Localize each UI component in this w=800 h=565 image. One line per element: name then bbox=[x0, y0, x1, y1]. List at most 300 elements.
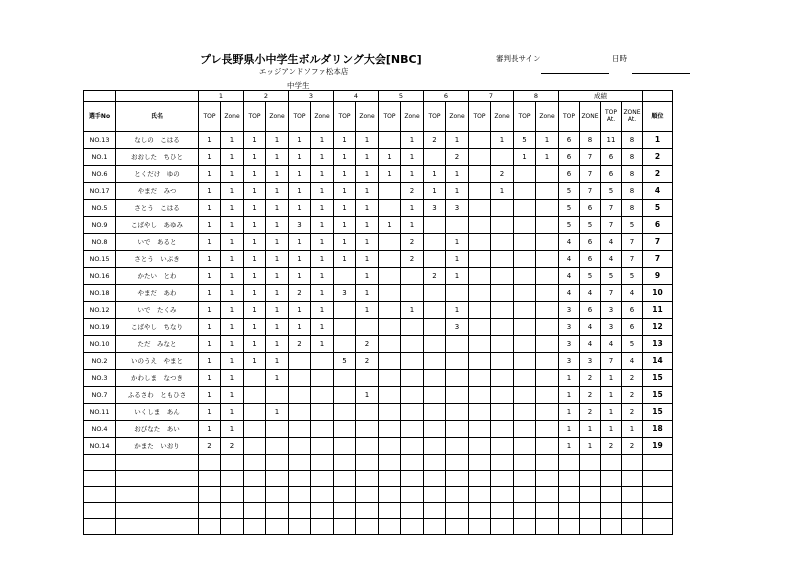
zone-attempt-cell bbox=[491, 302, 514, 319]
zone-attempt-cell: 1 bbox=[356, 200, 379, 217]
result-top-cell: 1 bbox=[559, 421, 580, 438]
top-attempt-cell bbox=[379, 370, 401, 387]
empty-cell bbox=[244, 503, 266, 519]
top-attempt-cell bbox=[244, 421, 266, 438]
zone-attempt-cell: 2 bbox=[401, 183, 424, 200]
empty-cell bbox=[643, 455, 673, 471]
result-zone-attempts-cell: 4 bbox=[622, 285, 643, 302]
player-name-cell: かまた いおり bbox=[116, 438, 199, 455]
empty-cell bbox=[601, 471, 622, 487]
top-attempt-cell: 1 bbox=[289, 268, 311, 285]
zone-attempt-cell: 1 bbox=[311, 234, 334, 251]
top-attempt-cell bbox=[379, 183, 401, 200]
zone-attempt-cell: 1 bbox=[221, 200, 244, 217]
top-attempt-cell: 1 bbox=[289, 183, 311, 200]
top-attempt-cell: 1 bbox=[334, 200, 356, 217]
result-zone-cell: 7 bbox=[580, 183, 601, 200]
results-group-header: 成績 bbox=[559, 91, 643, 102]
zone-attempt-cell: 1 bbox=[401, 217, 424, 234]
empty-row bbox=[84, 503, 673, 519]
result-zone-attempts-cell: 7 bbox=[622, 251, 643, 268]
player-no-cell: NO.8 bbox=[84, 234, 116, 251]
zone-attempt-cell: 1 bbox=[446, 183, 469, 200]
top-attempt-cell: 1 bbox=[244, 200, 266, 217]
top-attempt-cell bbox=[379, 200, 401, 217]
top-attempt-cell bbox=[424, 353, 446, 370]
zone-attempt-cell: 1 bbox=[356, 251, 379, 268]
zone-attempt-cell: 1 bbox=[311, 251, 334, 268]
zone-attempt-cell bbox=[401, 353, 424, 370]
result-top-cell: 3 bbox=[559, 336, 580, 353]
result-top-attempts-cell: 5 bbox=[601, 268, 622, 285]
top-attempt-cell bbox=[469, 353, 491, 370]
empty-cell bbox=[469, 503, 491, 519]
empty-cell bbox=[84, 471, 116, 487]
top-attempt-cell bbox=[469, 421, 491, 438]
top-attempt-cell bbox=[289, 404, 311, 421]
top-attempt-cell: 1 bbox=[289, 319, 311, 336]
empty-cell bbox=[559, 503, 580, 519]
top-attempt-cell: 1 bbox=[244, 234, 266, 251]
zone-attempt-cell bbox=[536, 336, 559, 353]
rank-cell: 7 bbox=[643, 251, 673, 268]
result-zone-attempts-cell: 8 bbox=[622, 149, 643, 166]
empty-cell bbox=[221, 471, 244, 487]
result-top-cell: 1 bbox=[559, 387, 580, 404]
result-top-cell: 5 bbox=[559, 200, 580, 217]
result-top-attempts-cell: 1 bbox=[601, 387, 622, 404]
result-top-cell: 6 bbox=[559, 166, 580, 183]
zone-attempt-cell bbox=[401, 438, 424, 455]
top-attempt-cell bbox=[334, 387, 356, 404]
zone-attempt-cell bbox=[536, 421, 559, 438]
result-top-attempts-cell: 4 bbox=[601, 234, 622, 251]
table-row bbox=[84, 217, 673, 234]
top-attempt-cell bbox=[514, 387, 536, 404]
top-attempt-cell bbox=[514, 268, 536, 285]
zone-attempt-cell: 1 bbox=[266, 319, 289, 336]
zone-attempt-cell bbox=[266, 387, 289, 404]
top-header: TOP bbox=[244, 102, 266, 132]
player-no-cell: NO.17 bbox=[84, 183, 116, 200]
zone-attempt-cell bbox=[536, 166, 559, 183]
empty-cell bbox=[601, 455, 622, 471]
zone-attempt-cell: 1 bbox=[491, 183, 514, 200]
empty-cell bbox=[221, 503, 244, 519]
result-zone-attempts-cell: 5 bbox=[622, 336, 643, 353]
result-zone-cell: 2 bbox=[580, 370, 601, 387]
zone-attempt-cell: 2 bbox=[356, 353, 379, 370]
round-number: 7 bbox=[469, 91, 514, 102]
zone-header: Zone bbox=[401, 102, 424, 132]
top-header: TOP bbox=[199, 102, 221, 132]
top-attempt-cell bbox=[469, 251, 491, 268]
empty-cell bbox=[491, 519, 514, 535]
top-attempt-cell bbox=[469, 319, 491, 336]
zone-attempt-cell bbox=[311, 438, 334, 455]
empty-cell bbox=[514, 487, 536, 503]
name-header: 氏名 bbox=[116, 102, 199, 132]
top-attempt-cell bbox=[514, 302, 536, 319]
top-attempt-cell: 1 bbox=[244, 251, 266, 268]
top-attempt-cell bbox=[424, 370, 446, 387]
result-zone-cell: 2 bbox=[580, 404, 601, 421]
top-attempt-cell bbox=[514, 438, 536, 455]
zone-header: Zone bbox=[311, 102, 334, 132]
player-no-cell: NO.18 bbox=[84, 285, 116, 302]
zone-attempt-cell: 1 bbox=[401, 132, 424, 149]
zone-attempt-cell bbox=[491, 387, 514, 404]
empty-cell bbox=[356, 471, 379, 487]
top-attempt-cell bbox=[289, 438, 311, 455]
top-attempt-cell bbox=[424, 438, 446, 455]
zone-attempt-cell: 1 bbox=[221, 268, 244, 285]
result-zone-cell: 4 bbox=[580, 319, 601, 336]
top-attempt-cell bbox=[469, 302, 491, 319]
result-zone-attempts-cell: 8 bbox=[622, 132, 643, 149]
top-attempt-cell bbox=[469, 183, 491, 200]
zone-attempt-cell bbox=[401, 336, 424, 353]
table-row bbox=[84, 285, 673, 302]
result-zone-cell: 1 bbox=[580, 421, 601, 438]
zone-attempt-cell: 1 bbox=[356, 217, 379, 234]
player-name-cell: いで あると bbox=[116, 234, 199, 251]
empty-cell bbox=[424, 471, 446, 487]
result-zone-cell: 5 bbox=[580, 268, 601, 285]
result-zone-cell: 6 bbox=[580, 251, 601, 268]
top-attempt-cell bbox=[424, 285, 446, 302]
top-attempt-cell bbox=[334, 438, 356, 455]
venue-name: エッジアンドソファ松本店 bbox=[259, 67, 349, 76]
zone-attempt-cell bbox=[536, 404, 559, 421]
empty-cell bbox=[289, 471, 311, 487]
top-attempt-cell: 1 bbox=[244, 132, 266, 149]
top-attempt-cell: 1 bbox=[199, 285, 221, 302]
table-row bbox=[84, 200, 673, 217]
top-attempt-cell bbox=[514, 370, 536, 387]
empty-cell bbox=[446, 487, 469, 503]
top-attempt-cell: 1 bbox=[199, 132, 221, 149]
results-table bbox=[83, 90, 673, 535]
top-header: TOP bbox=[289, 102, 311, 132]
top-attempt-cell: 1 bbox=[244, 217, 266, 234]
result-zone-cell: 3 bbox=[580, 353, 601, 370]
top-attempt-cell bbox=[469, 404, 491, 421]
empty-cell bbox=[289, 503, 311, 519]
zone-header: Zone bbox=[221, 102, 244, 132]
top-attempt-cell bbox=[424, 251, 446, 268]
zone-attempt-cell: 2 bbox=[221, 438, 244, 455]
empty-cell bbox=[84, 487, 116, 503]
rank-cell: 10 bbox=[643, 285, 673, 302]
result-zone-header: ZONE bbox=[580, 102, 601, 132]
zone-attempt-cell: 1 bbox=[266, 404, 289, 421]
empty-cell bbox=[116, 487, 199, 503]
rank-cell: 2 bbox=[643, 149, 673, 166]
result-top-attempts-cell: 1 bbox=[601, 421, 622, 438]
top-attempt-cell: 2 bbox=[289, 336, 311, 353]
zone-attempt-cell: 1 bbox=[536, 132, 559, 149]
top-attempt-cell bbox=[334, 370, 356, 387]
zone-attempt-cell bbox=[311, 353, 334, 370]
top-attempt-cell: 1 bbox=[289, 200, 311, 217]
round-number: 5 bbox=[379, 91, 424, 102]
empty-cell bbox=[601, 487, 622, 503]
table-row bbox=[84, 183, 673, 200]
top-attempt-cell: 1 bbox=[334, 234, 356, 251]
zone-attempt-cell: 1 bbox=[311, 149, 334, 166]
top-attempt-cell: 1 bbox=[199, 336, 221, 353]
top-attempt-cell bbox=[244, 404, 266, 421]
player-name-cell: おおした ちひと bbox=[116, 149, 199, 166]
empty-cell bbox=[580, 471, 601, 487]
top-attempt-cell: 1 bbox=[514, 149, 536, 166]
empty-row bbox=[84, 487, 673, 503]
zone-attempt-cell: 1 bbox=[266, 149, 289, 166]
top-attempt-cell: 5 bbox=[514, 132, 536, 149]
zone-attempt-cell: 1 bbox=[446, 268, 469, 285]
empty-cell bbox=[424, 455, 446, 471]
zone-attempt-cell: 1 bbox=[221, 251, 244, 268]
table-row bbox=[84, 438, 673, 455]
result-zone-cell: 6 bbox=[580, 200, 601, 217]
player-name-cell: さとう こはる bbox=[116, 200, 199, 217]
zone-attempt-cell bbox=[266, 421, 289, 438]
empty-cell bbox=[622, 487, 643, 503]
round-number: 1 bbox=[199, 91, 244, 102]
player-name-cell: やまだ あわ bbox=[116, 285, 199, 302]
player-no-cell: NO.10 bbox=[84, 336, 116, 353]
zone-attempt-cell bbox=[536, 234, 559, 251]
judge-sign-label: 審判長サイン bbox=[496, 54, 541, 63]
zone-attempt-cell bbox=[401, 319, 424, 336]
result-top-attempts-cell: 6 bbox=[601, 149, 622, 166]
result-zone-attempts-cell: 1 bbox=[622, 421, 643, 438]
empty-cell bbox=[334, 487, 356, 503]
top-attempt-cell bbox=[514, 166, 536, 183]
result-top-attempts-cell: 7 bbox=[601, 285, 622, 302]
top-attempt-cell: 2 bbox=[199, 438, 221, 455]
zone-attempt-cell: 1 bbox=[356, 149, 379, 166]
zone-attempt-cell: 1 bbox=[356, 268, 379, 285]
empty-cell bbox=[559, 487, 580, 503]
zone-attempt-cell: 1 bbox=[266, 336, 289, 353]
top-attempt-cell: 1 bbox=[334, 217, 356, 234]
empty-cell bbox=[401, 471, 424, 487]
empty-cell bbox=[514, 503, 536, 519]
zone-attempt-cell: 2 bbox=[446, 149, 469, 166]
zone-attempt-cell bbox=[491, 353, 514, 370]
empty-cell bbox=[622, 503, 643, 519]
top-attempt-cell bbox=[469, 268, 491, 285]
top-attempt-cell: 1 bbox=[334, 166, 356, 183]
zone-attempt-cell bbox=[446, 353, 469, 370]
top-attempt-cell bbox=[379, 285, 401, 302]
zone-attempt-cell: 2 bbox=[491, 166, 514, 183]
result-top-attempts-header: TOP At. bbox=[601, 102, 622, 132]
rank-cell: 1 bbox=[643, 132, 673, 149]
top-attempt-cell: 1 bbox=[244, 336, 266, 353]
result-zone-attempts-cell: 8 bbox=[622, 200, 643, 217]
zone-attempt-cell bbox=[491, 319, 514, 336]
zone-attempt-cell: 1 bbox=[266, 370, 289, 387]
zone-header: Zone bbox=[491, 102, 514, 132]
rank-cell: 18 bbox=[643, 421, 673, 438]
rank-cell: 9 bbox=[643, 268, 673, 285]
table-row bbox=[84, 251, 673, 268]
zone-attempt-cell bbox=[536, 251, 559, 268]
empty-cell bbox=[244, 487, 266, 503]
zone-attempt-cell: 1 bbox=[491, 132, 514, 149]
zone-attempt-cell: 1 bbox=[266, 234, 289, 251]
zone-attempt-cell bbox=[446, 438, 469, 455]
top-attempt-cell: 1 bbox=[289, 302, 311, 319]
empty-cell bbox=[446, 455, 469, 471]
empty-cell bbox=[580, 503, 601, 519]
top-attempt-cell: 1 bbox=[199, 234, 221, 251]
zone-attempt-cell: 1 bbox=[266, 132, 289, 149]
empty-cell bbox=[266, 519, 289, 535]
empty-cell bbox=[199, 503, 221, 519]
top-attempt-cell bbox=[379, 336, 401, 353]
top-attempt-cell: 1 bbox=[199, 200, 221, 217]
zone-attempt-cell bbox=[446, 387, 469, 404]
top-attempt-cell bbox=[289, 353, 311, 370]
top-attempt-cell bbox=[244, 370, 266, 387]
result-top-attempts-cell: 3 bbox=[601, 302, 622, 319]
top-attempt-cell: 1 bbox=[244, 149, 266, 166]
player-no-cell: NO.1 bbox=[84, 149, 116, 166]
result-zone-cell: 5 bbox=[580, 217, 601, 234]
top-attempt-cell bbox=[334, 404, 356, 421]
result-zone-cell: 6 bbox=[580, 302, 601, 319]
zone-attempt-cell: 1 bbox=[311, 166, 334, 183]
empty-cell bbox=[221, 487, 244, 503]
player-no-cell: NO.2 bbox=[84, 353, 116, 370]
zone-attempt-cell: 1 bbox=[401, 302, 424, 319]
empty-cell bbox=[424, 519, 446, 535]
top-attempt-cell: 1 bbox=[199, 319, 221, 336]
zone-attempt-cell bbox=[356, 438, 379, 455]
top-attempt-cell bbox=[514, 183, 536, 200]
empty-cell bbox=[580, 455, 601, 471]
empty-cell bbox=[643, 487, 673, 503]
round-number: 6 bbox=[424, 91, 469, 102]
result-top-attempts-cell: 4 bbox=[601, 251, 622, 268]
top-attempt-cell bbox=[514, 285, 536, 302]
result-zone-attempts-cell: 2 bbox=[622, 404, 643, 421]
player-name-cell: ただ みなと bbox=[116, 336, 199, 353]
result-zone-attempts-cell: 8 bbox=[622, 166, 643, 183]
empty-cell bbox=[559, 471, 580, 487]
empty-cell bbox=[580, 519, 601, 535]
top-attempt-cell bbox=[289, 387, 311, 404]
zone-attempt-cell bbox=[356, 404, 379, 421]
empty-cell bbox=[446, 503, 469, 519]
top-attempt-cell bbox=[469, 438, 491, 455]
zone-attempt-cell: 1 bbox=[221, 285, 244, 302]
table-row bbox=[84, 421, 673, 438]
zone-attempt-cell: 1 bbox=[356, 285, 379, 302]
top-attempt-cell bbox=[424, 421, 446, 438]
zone-attempt-cell: 1 bbox=[266, 285, 289, 302]
zone-attempt-cell: 1 bbox=[401, 149, 424, 166]
empty-cell bbox=[401, 519, 424, 535]
zone-header: Zone bbox=[536, 102, 559, 132]
zone-attempt-cell: 1 bbox=[311, 268, 334, 285]
result-top-cell: 4 bbox=[559, 234, 580, 251]
zone-attempt-cell: 1 bbox=[266, 268, 289, 285]
empty-cell bbox=[199, 519, 221, 535]
top-attempt-cell bbox=[379, 234, 401, 251]
player-name-cell: いのうえ やまと bbox=[116, 353, 199, 370]
top-attempt-cell bbox=[379, 421, 401, 438]
top-attempt-cell: 1 bbox=[199, 370, 221, 387]
zone-attempt-cell bbox=[311, 404, 334, 421]
table-row bbox=[84, 149, 673, 166]
top-attempt-cell bbox=[514, 404, 536, 421]
top-attempt-cell bbox=[379, 132, 401, 149]
top-attempt-cell bbox=[469, 387, 491, 404]
top-attempt-cell: 1 bbox=[199, 217, 221, 234]
zone-attempt-cell bbox=[356, 370, 379, 387]
player-name-cell: いで たくみ bbox=[116, 302, 199, 319]
empty-cell bbox=[116, 519, 199, 535]
rank-cell: 6 bbox=[643, 217, 673, 234]
table-row bbox=[84, 268, 673, 285]
empty-cell bbox=[244, 471, 266, 487]
empty-cell bbox=[622, 471, 643, 487]
rank-header: 順位 bbox=[643, 102, 673, 132]
zone-attempt-cell: 1 bbox=[266, 251, 289, 268]
zone-attempt-cell bbox=[401, 285, 424, 302]
zone-attempt-cell bbox=[356, 319, 379, 336]
zone-attempt-cell: 1 bbox=[356, 387, 379, 404]
empty-cell bbox=[580, 487, 601, 503]
zone-attempt-cell bbox=[446, 370, 469, 387]
top-attempt-cell: 5 bbox=[334, 353, 356, 370]
empty-cell bbox=[491, 455, 514, 471]
zone-attempt-cell: 1 bbox=[446, 302, 469, 319]
result-top-attempts-cell: 7 bbox=[601, 353, 622, 370]
zone-attempt-cell bbox=[311, 387, 334, 404]
player-no-cell: NO.7 bbox=[84, 387, 116, 404]
zone-attempt-cell bbox=[266, 438, 289, 455]
zone-attempt-cell: 1 bbox=[446, 251, 469, 268]
top-attempt-cell: 1 bbox=[199, 183, 221, 200]
zone-attempt-cell: 1 bbox=[221, 302, 244, 319]
rank-cell: 19 bbox=[643, 438, 673, 455]
empty-cell bbox=[379, 471, 401, 487]
zone-attempt-cell bbox=[491, 149, 514, 166]
rank-cell: 2 bbox=[643, 166, 673, 183]
empty-cell bbox=[491, 471, 514, 487]
top-attempt-cell bbox=[379, 387, 401, 404]
result-zone-attempts-cell: 6 bbox=[622, 319, 643, 336]
top-attempt-cell bbox=[469, 149, 491, 166]
table-row bbox=[84, 370, 673, 387]
zone-attempt-cell bbox=[401, 421, 424, 438]
player-no-cell: NO.16 bbox=[84, 268, 116, 285]
zone-attempt-cell bbox=[311, 421, 334, 438]
zone-attempt-cell: 1 bbox=[356, 166, 379, 183]
top-attempt-cell bbox=[424, 302, 446, 319]
result-zone-cell: 2 bbox=[580, 387, 601, 404]
top-attempt-cell bbox=[289, 370, 311, 387]
top-attempt-cell: 2 bbox=[424, 132, 446, 149]
result-top-attempts-cell: 2 bbox=[601, 438, 622, 455]
top-attempt-cell: 1 bbox=[244, 353, 266, 370]
